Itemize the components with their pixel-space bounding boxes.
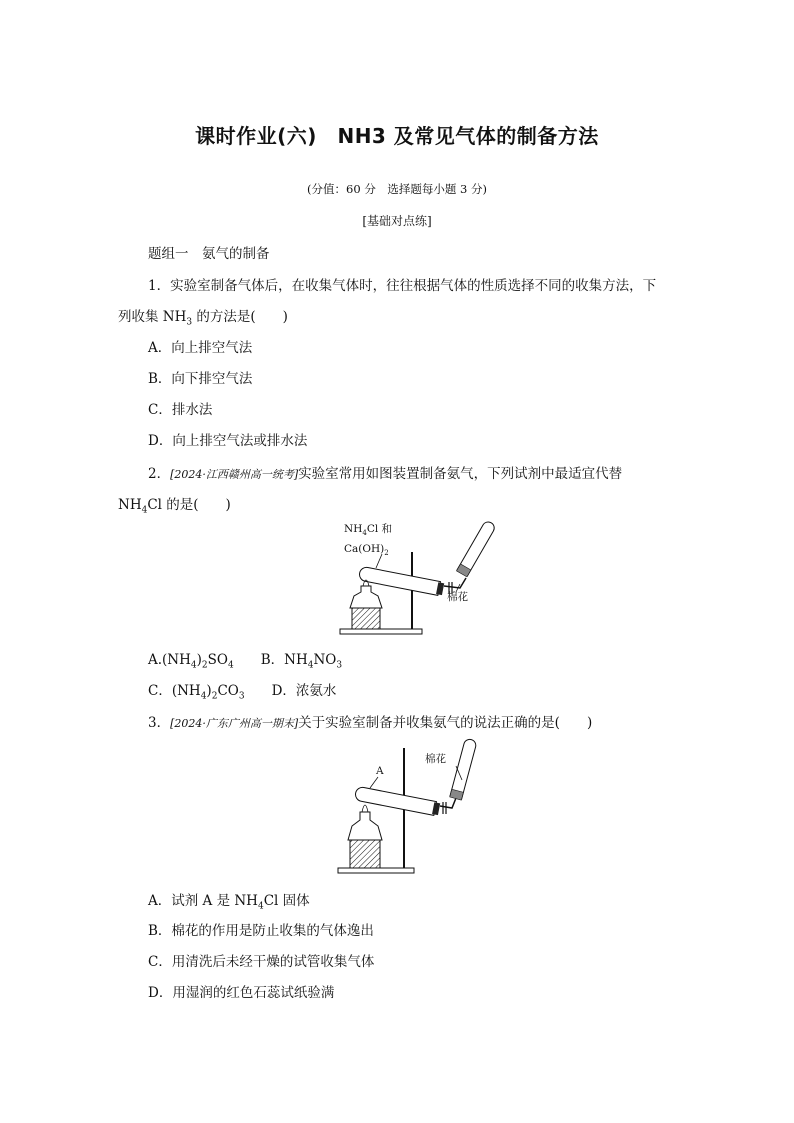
- q3-option-b: B．棉花的作用是防止收集的气体逸出: [148, 923, 374, 939]
- q2-option-b: B．$NH_4NO_3$: [260, 652, 343, 671]
- q2-source: [2024·江西赣州高一统考]: [170, 468, 299, 481]
- q2-stem-line2: $NH_4Cl$ 的是( ): [118, 497, 231, 516]
- q1-option-b: B．向下排空气法: [148, 371, 253, 387]
- q3-stem: 3．[2024·广东广州高一期末]关于实验室制备并收集氨气的说法正确的是( ): [148, 715, 593, 731]
- q2-apparatus-figure: [330, 512, 500, 638]
- q3-cotton-label: 棉花: [425, 753, 446, 765]
- q2-options-cd: [148, 679, 336, 702]
- section-label: [基础对点练]: [362, 214, 432, 228]
- q2-cotton-label: 棉花: [447, 591, 468, 603]
- q1-option-d: D．向上排空气法或排水法: [148, 433, 308, 449]
- q1-option-c: C．排水法: [148, 402, 213, 418]
- q2-reagent-label-2: $Ca(OH)_2$: [344, 543, 389, 557]
- group-label: 题组一 氨气的制备: [148, 246, 270, 262]
- q3-source: [2024·广东广州高一期末]: [170, 717, 299, 730]
- q2-option-c: C．$(NH_4)_2CO_3$: [148, 683, 245, 702]
- q2-option-a: $A.(NH_4)_2SO_4$: [148, 652, 234, 671]
- q2-options-ab: [148, 648, 342, 671]
- score-note: (分值：60 分 选择题每小题 3 分): [307, 182, 487, 196]
- q2-option-d: D．浓氨水: [271, 683, 337, 699]
- q3-apparatus-figure: [330, 732, 500, 878]
- q3-option-d: D．用湿润的红色石蕊试纸验满: [148, 985, 335, 1001]
- q3-option-c: C．用清洗后未经干燥的试管收集气体: [148, 954, 375, 970]
- q2-reagent-label-1: $NH_4Cl$ 和: [344, 523, 393, 537]
- page-title: 课时作业(六) NH3 及常见气体的制备方法: [195, 124, 599, 148]
- q2-stem-line1: 2．[2024·江西赣州高一统考]实验室常用如图装置制备氨气，下列试剂中最适宜代替: [148, 466, 623, 482]
- q1-stem-line1: 1．实验室制备气体后，在收集气体时，往往根据气体的性质选择不同的收集方法，下: [148, 278, 657, 294]
- q3-option-a: A．试剂 A 是 $NH_4Cl$ 固体: [148, 893, 310, 912]
- q3-label-a: A: [376, 765, 384, 777]
- q1-stem-line2: 列收集 $NH_3$ 的方法是( ): [118, 309, 288, 328]
- q1-option-a: A．向上排空气法: [148, 340, 253, 356]
